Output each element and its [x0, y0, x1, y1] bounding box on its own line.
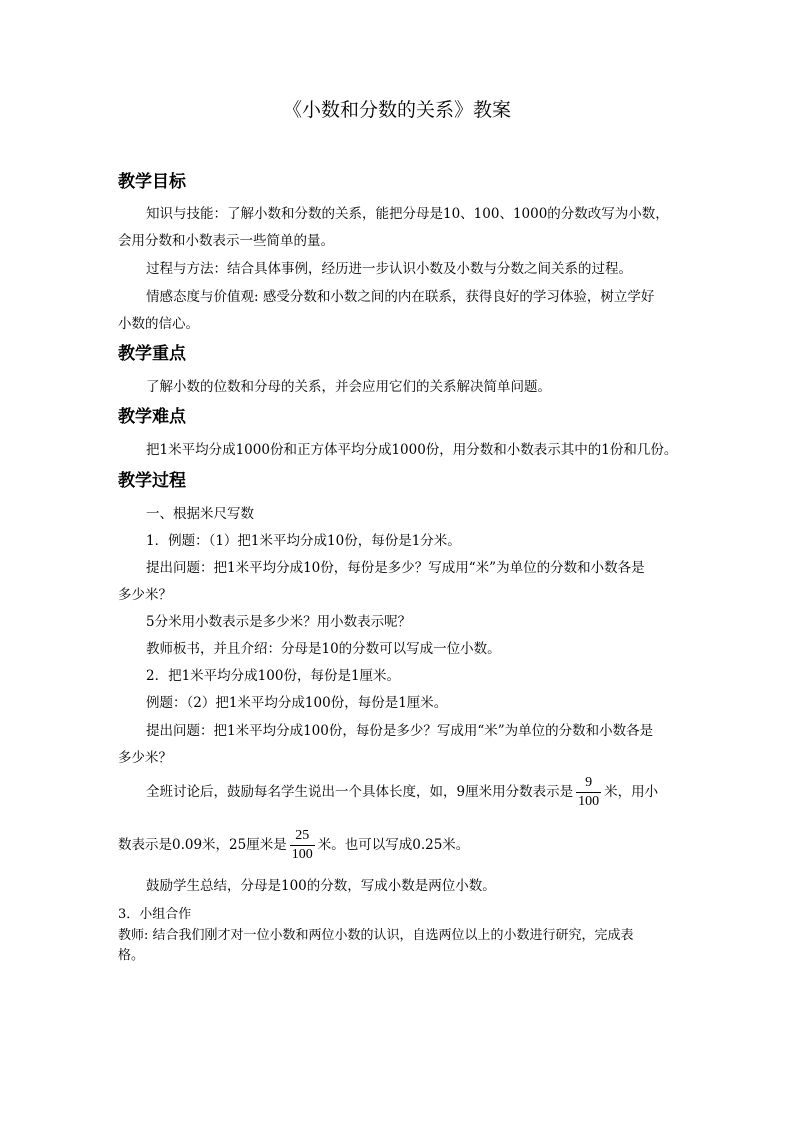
heading-key-points: 教学重点	[118, 344, 186, 364]
fraction-9-over-100	[576, 776, 601, 809]
discussion-text-before: 全班讨论后，鼓励每名学生说出一个具体长度，如，9厘米用分数表示是	[146, 784, 574, 800]
process-item-1-example: 1．例题：（1）把1米平均分成10份，每份是1分米。	[146, 533, 461, 549]
heading-process: 教学过程	[118, 471, 186, 491]
decimal-text-after: 米。也可以写成0.25米。	[317, 837, 470, 853]
process-item-2-example: 例题：（2）把1米平均分成100份，每份是1厘米。	[146, 695, 448, 711]
fraction-denominator: 100	[291, 847, 313, 862]
objectives-process: 过程与方法：结合具体事例，经历进一步认识小数及小数与分数之间关系的过程。	[146, 261, 632, 277]
heading-difficulties: 教学难点	[118, 407, 186, 427]
fraction-numerator: 9	[585, 775, 593, 790]
process-question-2-line-1: 提出问题：把1米平均分成100份，每份是多少？写成用“米”为单位的分数和小数各是	[146, 723, 654, 739]
process-item-1-title: 一、根据米尺写数	[146, 506, 254, 522]
process-question-1-line-2: 多少米？	[118, 587, 172, 603]
process-item-3: 3．小组合作	[118, 907, 192, 922]
process-summary: 鼓励学生总结，分母是100的分数，写成小数是两位小数。	[146, 878, 496, 894]
fraction-25-over-100	[290, 829, 315, 862]
objectives-knowledge-line-2: 会用分数和小数表示一些简单的量。	[118, 233, 334, 249]
heading-objectives: 教学目标	[118, 172, 186, 192]
fraction-denominator: 100	[578, 794, 600, 809]
difficulties-text: 把1米平均分成1000份和正方体平均分成1000份，用分数和小数表示其中的1份和几份。	[146, 442, 678, 458]
process-question-2-line-2: 多少米？	[118, 750, 172, 766]
objectives-knowledge-line-1: 知识与技能：了解小数和分数的关系，能把分母是10、100、1000的分数改写为小数，	[146, 206, 669, 222]
process-teacher-line-1: 教师: 结合我们刚才对一位小数和两位小数的认识，自选两位以上的小数进行研究，完成表	[118, 928, 634, 943]
process-teacher-line-2: 格。	[118, 948, 145, 963]
process-question-1-line-1: 提出问题：把1米平均分成10份，每份是多少？写成用“米”为单位的分数和小数各是	[146, 560, 645, 576]
process-five-decimeters: 5分米用小数表示是多少米？用小数表示呢？	[146, 614, 412, 630]
objectives-attitude-line-2: 小数的信心。	[118, 316, 199, 332]
decimal-text-before: 数表示是0.09米，25厘米是	[118, 837, 287, 853]
document-title: 《小数和分数的关系》教案	[282, 99, 511, 121]
process-decimal-line	[118, 829, 469, 862]
key-points-text: 了解小数的位数和分母的关系，并会应用它们的关系解决简单问题。	[146, 379, 551, 395]
process-discussion-line	[146, 776, 658, 809]
discussion-text-after: 米，用小	[604, 784, 659, 800]
objectives-attitude-line-1: 情感态度与价值观: 感受分数和小数之间的内在联系，获得良好的学习体验，树立学好	[146, 289, 655, 305]
process-board-note: 教师板书，并且介绍：分母是10的分数可以写成一位小数。	[146, 641, 501, 657]
process-item-2: 2．把1米平均分成100份，每份是1厘米。	[146, 668, 401, 684]
fraction-numerator: 25	[295, 828, 310, 843]
